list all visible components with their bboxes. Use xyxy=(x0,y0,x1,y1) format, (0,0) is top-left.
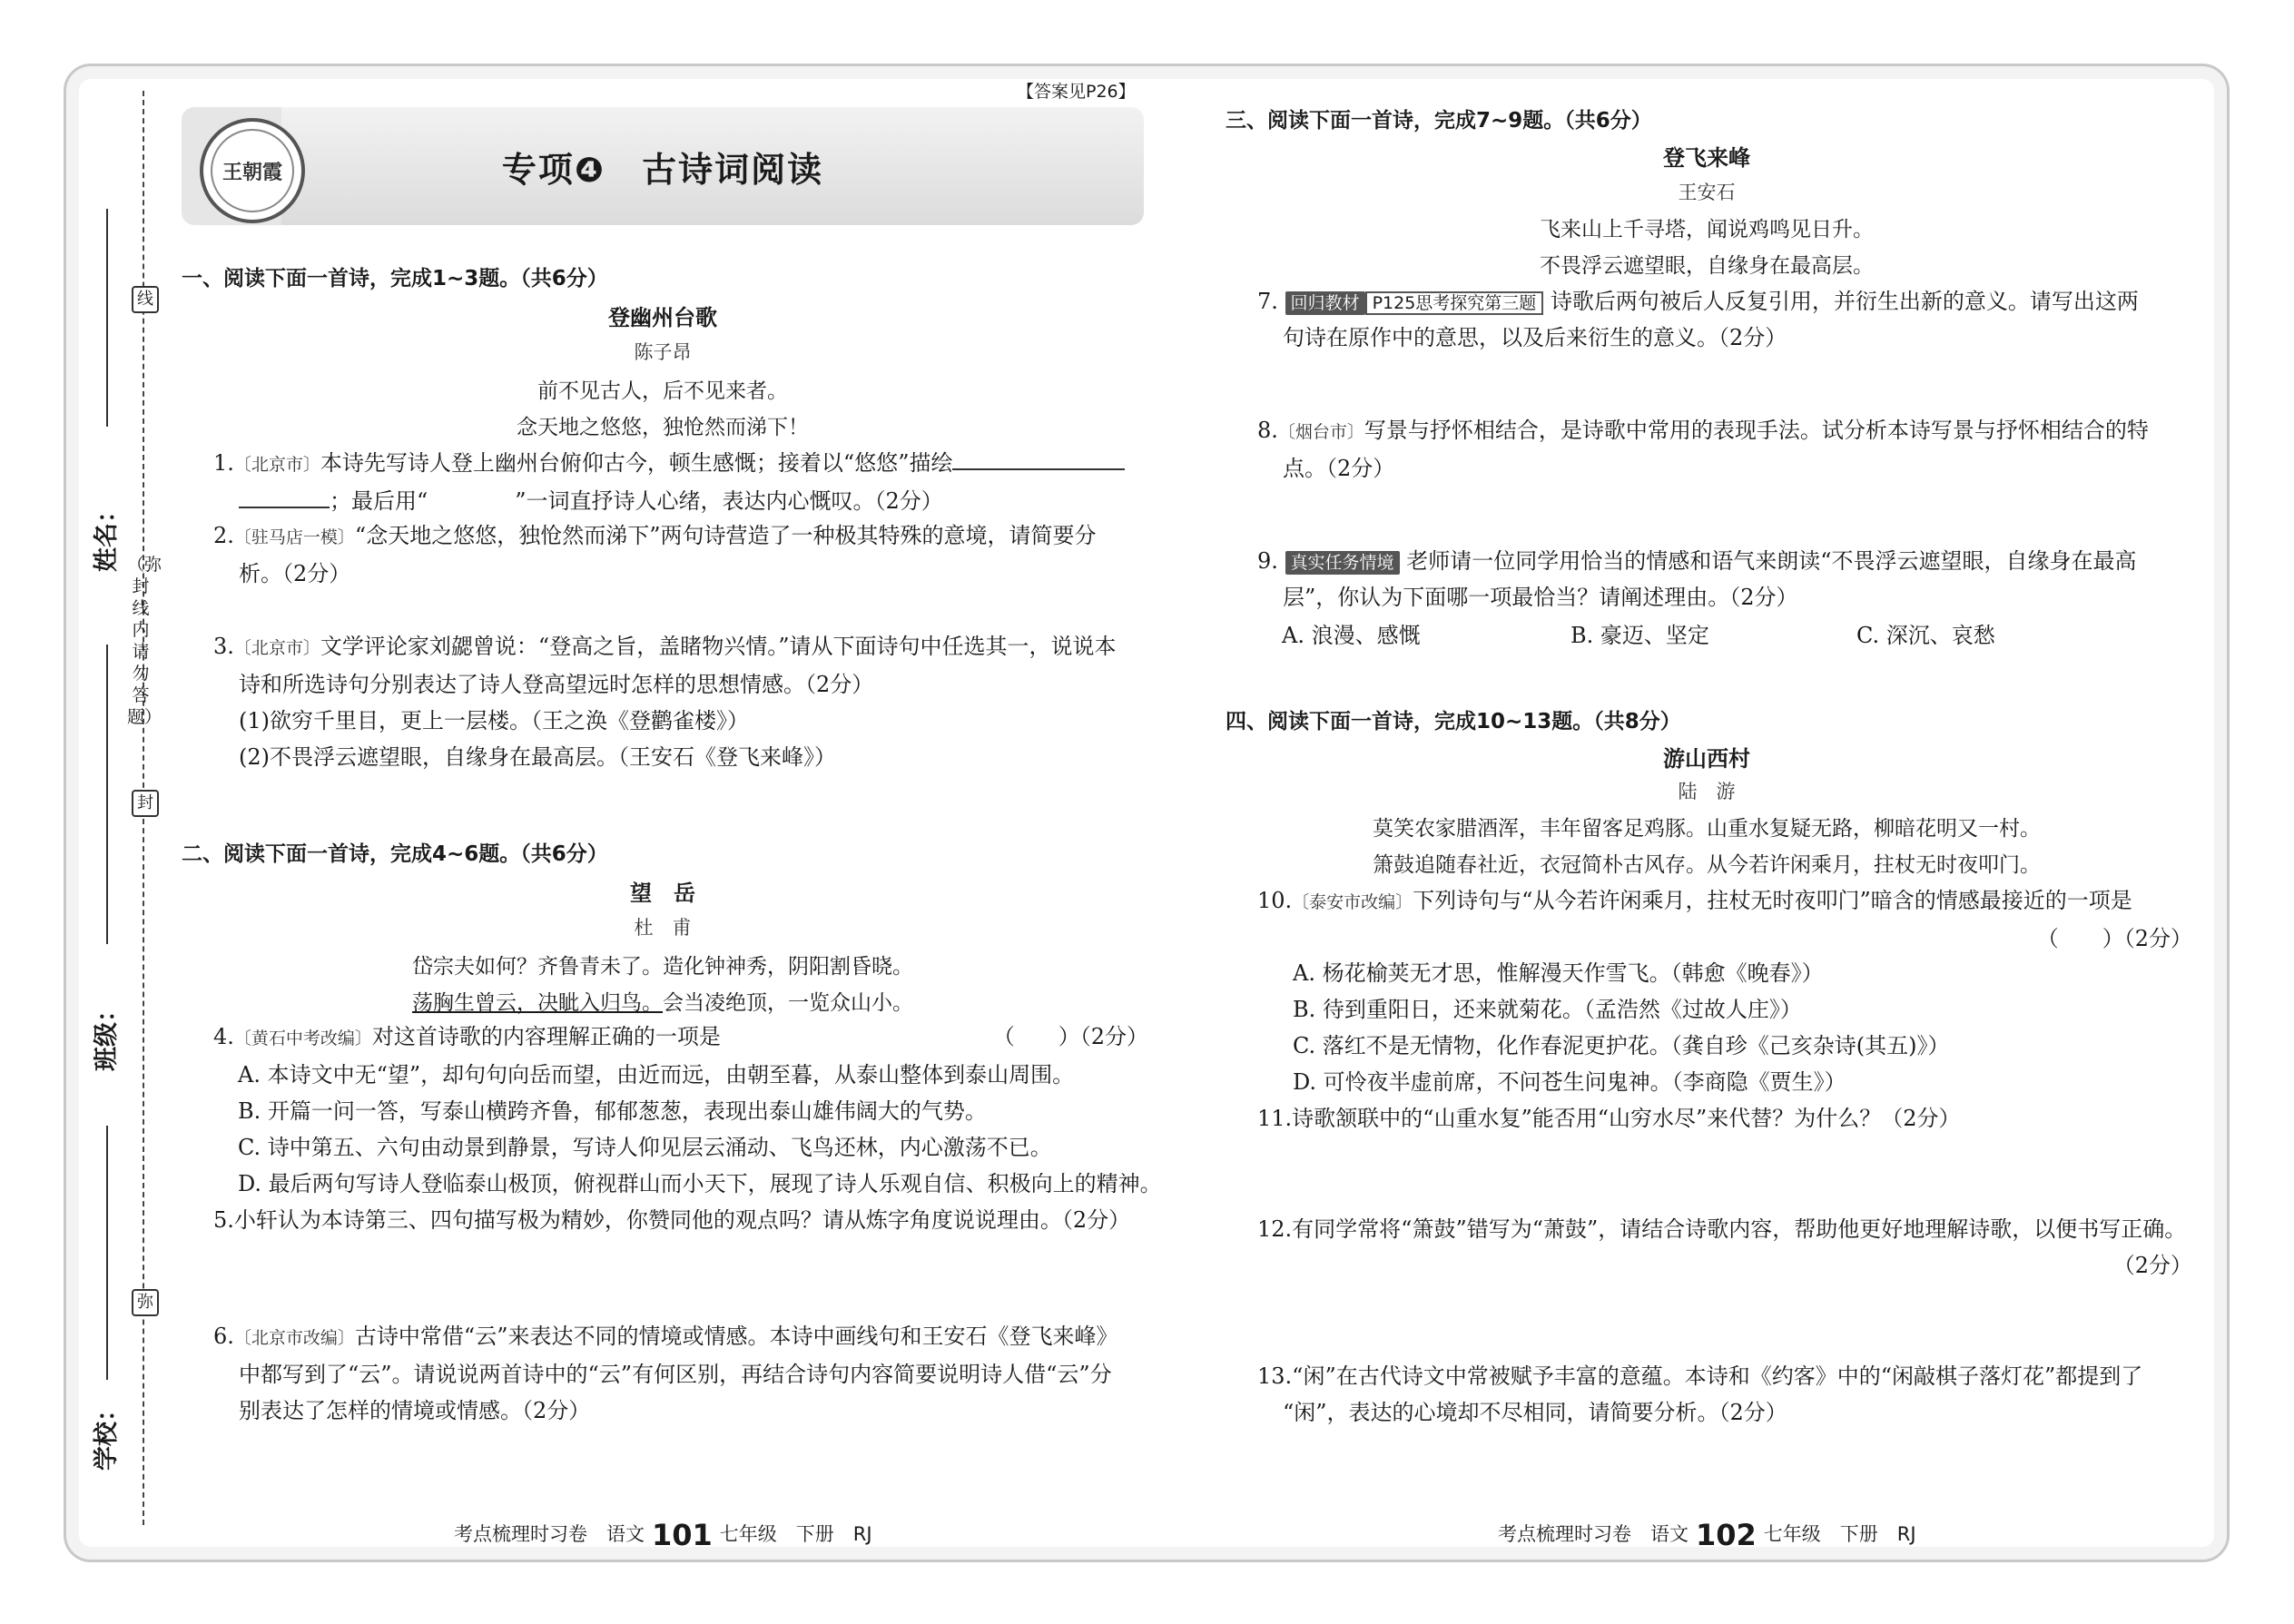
poem-4-title: 游山西村 xyxy=(1663,746,1750,772)
tag-real-task: 真实任务情境 xyxy=(1285,551,1400,575)
question-text: (1)欲穷千里目，更上一层楼。（王之涣《登鹳雀楼》） xyxy=(239,708,749,733)
seal-mi-mark: 弥 xyxy=(132,1289,159,1316)
question-text: 古诗中常借“云”来表达不同的情境或情感。本诗中画线句和王安石《登飞来峰》 xyxy=(354,1324,1118,1349)
question-number: 12. xyxy=(1257,1216,1293,1242)
option-c[interactable]: C. 深沉、哀愁 xyxy=(1856,623,1995,648)
question-region: 〔黄石中考改编〕 xyxy=(233,1029,372,1048)
seal-line-mark: 线 xyxy=(132,286,159,313)
question-text: 点。（2分） xyxy=(1283,456,1395,481)
poem-2-line: 岱宗夫如何？齐鲁青未了。造化钟神秀，阴阳割昏晓。 xyxy=(412,955,913,979)
poem-3-author: 王安石 xyxy=(1678,182,1736,203)
question-region: 〔驻马店一模〕 xyxy=(233,527,355,547)
footer-prefix: 考点梳理时习卷 语文 xyxy=(454,1523,645,1545)
question-text: 诗歌颔联中的“山重水复”能否用“山穷水尽”来代替？为什么？（2分） xyxy=(1292,1106,1961,1131)
footer-right xyxy=(1498,1518,1916,1552)
sidebar xyxy=(77,82,177,1534)
option-c[interactable]: C. 诗中第五、六句由动景到静景，写诗人仰见层云涌动、飞鸟还林，内心激荡不已。 xyxy=(238,1135,1052,1160)
question-9 xyxy=(1257,543,2192,615)
question-10 xyxy=(1257,882,2192,957)
question-3 xyxy=(213,628,1148,775)
option-b[interactable]: B. 开篇一问一答，写泰山横跨齐鲁，郁郁葱葱，表现出泰山雄伟阔大的气势。 xyxy=(238,1098,987,1124)
question-number: 5. xyxy=(213,1207,234,1233)
school-write-line[interactable] xyxy=(106,1126,108,1380)
question-number: 8. xyxy=(1257,418,1278,443)
question-text: 诗和所选诗句分别表达了诗人登高望远时怎样的思想情感。（2分） xyxy=(239,672,874,697)
question-number: 9. xyxy=(1257,548,1278,574)
logo-text: 王朝霞 xyxy=(222,160,282,184)
page-number: 101 xyxy=(652,1518,713,1552)
poem-2-line xyxy=(182,986,1144,1016)
question-text: 对这首诗歌的内容理解正确的一项是 xyxy=(371,1024,721,1049)
question-number: 13. xyxy=(1257,1363,1293,1389)
option-d[interactable]: D. 可怜夜半虚前席，不问苍生问鬼神。（李商隐《贾生》） xyxy=(1293,1069,1846,1095)
poem-1-line: 念天地之悠悠，独怆然而涕下！ xyxy=(517,416,809,439)
question-region: 〔北京市〕 xyxy=(233,455,320,475)
question-text: “闲”，表达的心境却不尽相同，请简要分析。（2分） xyxy=(1283,1400,1787,1425)
poem-text: 会当凌绝顶，一览众山小。 xyxy=(663,991,913,1015)
question-7 xyxy=(1257,283,2192,356)
question-text: 诗歌后两句被后人反复引用，并衍生出新的意义。请写出这两 xyxy=(1550,289,2139,314)
option-b[interactable]: B. 豪迈、坚定 xyxy=(1570,623,1709,648)
poem-2-title: 望 岳 xyxy=(630,881,695,906)
question-text: (2)不畏浮云遮望眼，自缘身在最高层。（王安石《登飞来峰》） xyxy=(239,744,836,770)
question-text: 层”，你认为下面哪一项最恰当？请阐述理由。（2分） xyxy=(1283,585,1798,610)
tag-textbook-page: P125思考探究第三题 xyxy=(1365,291,1544,315)
answer-blank[interactable] xyxy=(952,445,1125,470)
question-number: 1. xyxy=(213,450,234,476)
poem-3-line: 不畏浮云遮望眼，自缘身在最高层。 xyxy=(1540,254,1874,278)
question-text: “念天地之悠悠，独怆然而涕下”两句诗营造了一种极其特殊的意境，请简要分 xyxy=(354,523,1097,548)
question-text: 别表达了怎样的情境或情感。（2分） xyxy=(239,1398,591,1423)
question-text: 下列诗句与“从今若许闲乘月，拄杖无时夜叩门”暗含的情感最接近的一项是 xyxy=(1413,888,2132,913)
poem-4-author: 陆 游 xyxy=(1678,781,1736,802)
answer-bracket[interactable]: （ ）（2分） xyxy=(992,1024,1148,1049)
section-banner xyxy=(182,107,1144,225)
question-8 xyxy=(1257,412,2192,487)
answer-bracket[interactable]: （ ）（2分） xyxy=(2036,926,2192,951)
question-number: 10. xyxy=(1257,888,1293,913)
question-6 xyxy=(213,1318,1148,1429)
question-text: 本诗先写诗人登上幽州台俯仰古今，顿生感慨；接着以“悠悠”描绘 xyxy=(320,450,953,476)
question-2 xyxy=(213,517,1148,592)
seal-seal-mark: 封 xyxy=(132,790,159,817)
poem-3-line: 飞来山上千寻塔，闻说鸡鸣见日升。 xyxy=(1540,218,1874,241)
underlined-line: 荡胸生曾云，决眦入归鸟。 xyxy=(412,991,663,1015)
name-label: 姓名： xyxy=(93,498,121,572)
question-region: 〔泰安市改编〕 xyxy=(1292,892,1413,912)
question-text: 老师请一位同学用恰当的情感和语气来朗读“不畏浮云遮望眼，自缘身在最高 xyxy=(1406,548,2137,574)
poem-2-author: 杜 甫 xyxy=(634,917,692,939)
question-region: 〔烟台市〕 xyxy=(1277,422,1364,442)
question-11 xyxy=(1257,1100,2192,1137)
poem-4-line: 箫鼓追随春社近，衣冠简朴古风存。从今若许闲乘月，拄杖无时夜叩门。 xyxy=(1373,853,2041,877)
question-text: 小轩认为本诗第三、四句描写极为精妙，你赞同他的观点吗？请从炼字角度说说理由。（2分） xyxy=(233,1207,1131,1233)
question-4 xyxy=(213,1019,1148,1057)
name-write-line[interactable] xyxy=(106,209,108,427)
poem-1-line: 前不见古人，后不见来者。 xyxy=(537,379,788,403)
question-text: ；最后用“ ”一词直抒诗人心绪，表达内心慨叹。（2分） xyxy=(330,488,943,514)
school-label: 学校： xyxy=(93,1397,121,1471)
poem-1-author: 陈子昂 xyxy=(634,341,692,363)
section-4-heading: 四、阅读下面一首诗，完成10~13题。（共8分） xyxy=(1226,710,1681,733)
poem-4-line: 莫笑农家腊酒浑，丰年留客足鸡豚。山重水复疑无路，柳暗花明又一村。 xyxy=(1373,817,2041,841)
footer-left xyxy=(454,1518,872,1552)
question-text: 写景与抒怀相结合，是诗歌中常用的表现手法。试分析本诗写景与抒怀相结合的特 xyxy=(1364,418,2149,443)
question-region: 〔北京市改编〕 xyxy=(233,1328,355,1348)
tag-back-to-textbook: 回归教材 xyxy=(1285,291,1365,315)
question-text: 句诗在原作中的意思，以及后来衍生的意义。（2分） xyxy=(1283,325,1787,350)
poem-3-title: 登飞来峰 xyxy=(1663,145,1750,171)
question-text: 文学评论家刘勰曾说：“登高之旨，盖睹物兴情。”请从下面诗句中任选其一，说说本 xyxy=(320,634,1117,659)
poem-1-title: 登幽州台歌 xyxy=(608,305,717,330)
question-text: 析。（2分） xyxy=(239,561,351,586)
question-score: （2分） xyxy=(2112,1253,2192,1278)
option-b[interactable]: B. 待到重阳日，还来就菊花。（孟浩然《过故人庄》） xyxy=(1293,997,1802,1022)
question-12 xyxy=(1257,1211,2192,1284)
answer-reference: 【答案见P26】 xyxy=(1017,82,1136,102)
question-number: 4. xyxy=(213,1024,234,1049)
question-13 xyxy=(1257,1358,2192,1431)
option-c[interactable]: C. 落红不是无情物，化作春泥更护花。（龚自珍《己亥杂诗(其五)》） xyxy=(1293,1033,1950,1058)
seal-note: （弥封线内请勿答题） xyxy=(127,555,162,727)
option-a[interactable]: A. 浪漫、感慨 xyxy=(1282,623,1421,648)
question-5 xyxy=(213,1202,1148,1238)
question-number: 6. xyxy=(213,1324,234,1349)
page-number: 102 xyxy=(1696,1518,1757,1552)
question-text: 中都写到了“云”。请说说两首诗中的“云”有何区别，再结合诗句内容简要说明诗人借“云”分 xyxy=(239,1362,1112,1387)
section-1-heading: 一、阅读下面一首诗，完成1~3题。（共6分） xyxy=(182,267,608,290)
footer-suffix: 七年级 下册 RJ xyxy=(1763,1523,1916,1545)
footer-prefix: 考点梳理时习卷 语文 xyxy=(1498,1523,1689,1545)
footer-suffix: 七年级 下册 RJ xyxy=(719,1523,872,1545)
section-2-heading: 二、阅读下面一首诗，完成4~6题。（共6分） xyxy=(182,842,608,866)
question-1 xyxy=(213,445,1148,519)
question-text: 有同学常将“箫鼓”错写为“萧鼓”，请结合诗歌内容，帮助他更好地理解诗歌，以便书写正确。 xyxy=(1292,1216,2187,1242)
question-number: 2. xyxy=(213,523,234,548)
question-number: 7. xyxy=(1257,289,1278,314)
option-a[interactable]: A. 杨花榆荚无才思，惟解漫天作雪飞。（韩愈《晚春》） xyxy=(1293,960,1824,986)
option-a[interactable]: A. 本诗文中无“望”，却句句向岳而望，由近而远，由朝至暮，从泰山整体到泰山周围。 xyxy=(238,1062,1075,1088)
class-label: 班级： xyxy=(93,998,121,1071)
class-write-line[interactable] xyxy=(106,645,108,944)
answer-blank[interactable] xyxy=(239,483,330,508)
question-region: 〔北京市〕 xyxy=(233,638,320,658)
question-text: “闲”在古代诗文中常被赋予丰富的意蕴。本诗和《约客》中的“闲敲棋子落灯花”都提到了 xyxy=(1292,1363,2143,1389)
question-number: 3. xyxy=(213,634,234,659)
banner-title: 专项❹ 古诗词阅读 xyxy=(501,150,824,190)
option-d[interactable]: D. 最后两句写诗人登临泰山极顶，俯视群山而小天下，展现了诗人乐观自信、积极向上的精神。 xyxy=(238,1171,1162,1196)
section-3-heading: 三、阅读下面一首诗，完成7~9题。（共6分） xyxy=(1226,109,1652,133)
question-number: 11. xyxy=(1257,1106,1293,1131)
